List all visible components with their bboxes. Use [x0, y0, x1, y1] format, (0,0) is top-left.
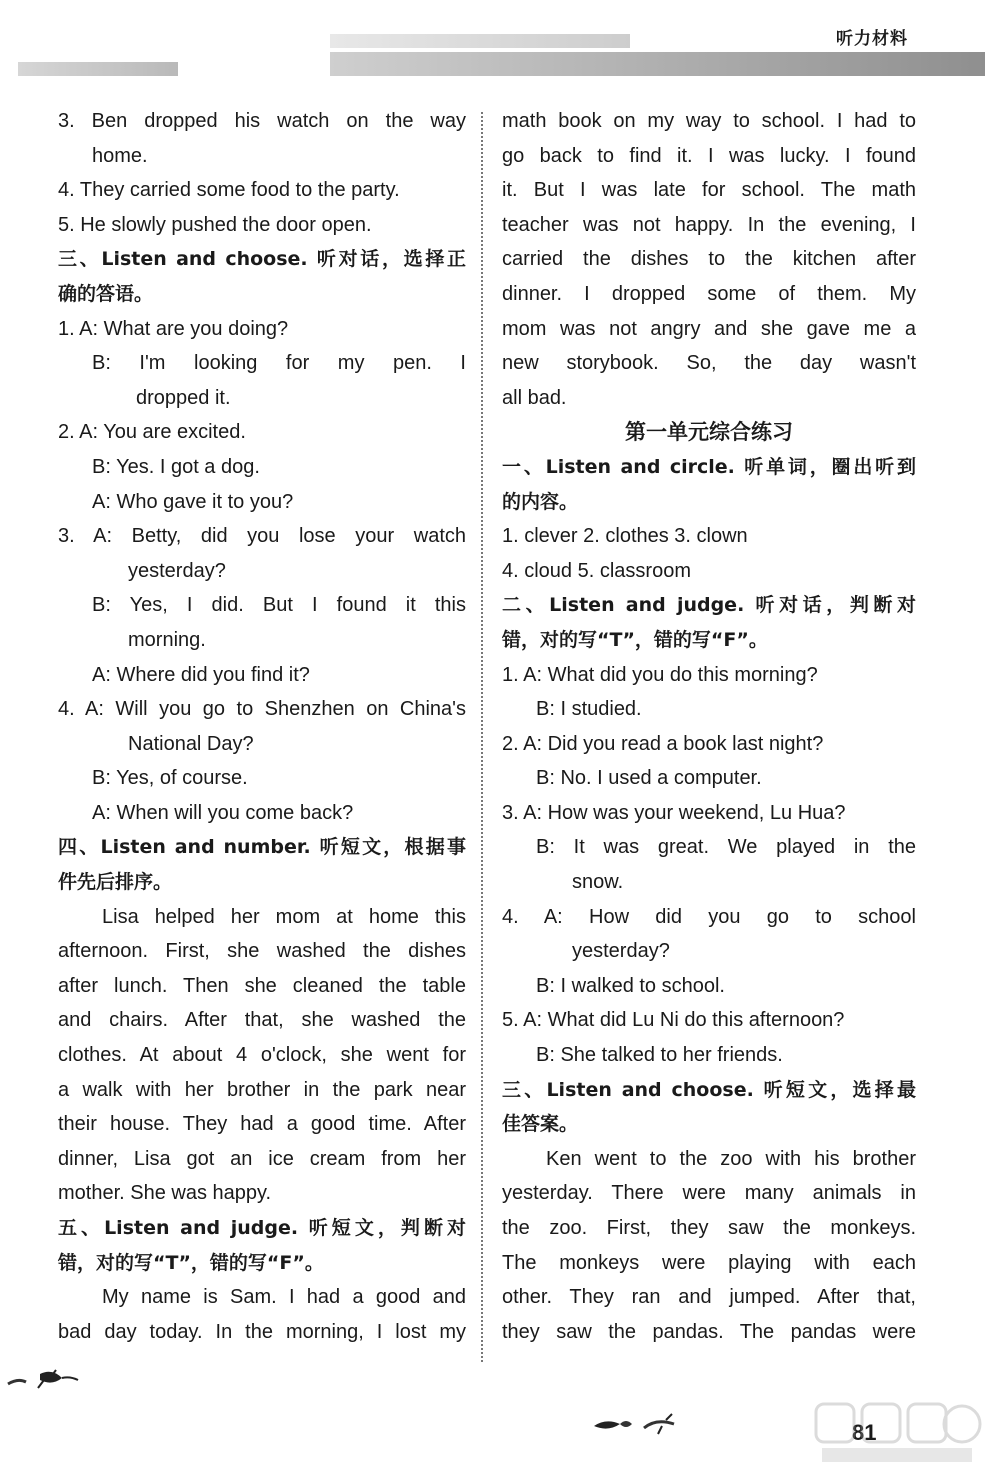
text-line: yesterday?: [572, 940, 670, 963]
text-line: carried the dishes to the kitchen after: [502, 248, 916, 271]
text-line: 错，对的写“T”，错的写“F”。: [502, 628, 768, 651]
text-line: mom was not angry and she gave me a: [502, 317, 916, 340]
text-line: after lunch. Then she cleaned the table: [58, 974, 466, 997]
text-line: Ken went to the zoo with his brother: [546, 1147, 916, 1170]
text-line: The monkeys were playing with each: [502, 1251, 916, 1274]
text-line: A: When will you come back?: [92, 801, 354, 824]
text-line: dinner, Lisa got an ice cream from her: [58, 1147, 466, 1170]
text-line: 3. A: Betty, did you lose your watch: [58, 525, 466, 548]
text-line: math book on my way to school. I had to: [502, 110, 916, 132]
text-line: B: No. I used a computer.: [536, 767, 762, 790]
text-line: 的内容。: [502, 490, 579, 513]
text-line: 确的答语。: [58, 282, 154, 305]
text-line: 三、Listen and choose. 听对话，选择正: [58, 248, 466, 271]
text-line: B: Yes, I did. But I found it this: [92, 594, 466, 617]
text-line: the zoo. First, they saw the monkeys.: [502, 1217, 916, 1239]
column-divider: [481, 112, 483, 1362]
text-line: snow.: [572, 871, 624, 894]
text-line: and chairs. After that, she washed the: [58, 1009, 466, 1032]
header-left-band: [18, 62, 178, 76]
text-line: 四、Listen and number. 听短文，根据事: [58, 836, 466, 859]
text-line: they saw the pandas. The pandas were: [502, 1320, 916, 1343]
page-header-title: 听力材料: [836, 29, 908, 49]
text-line: 第一单元综合练习: [625, 420, 793, 445]
text-line: A: Where did you find it?: [92, 663, 310, 686]
text-line: new storybook. So, the day wasn't: [502, 352, 916, 375]
text-line: teacher was not happy. In the evening, I: [502, 213, 916, 236]
text-line: B: I'm looking for my pen. I: [92, 352, 466, 375]
text-line: 二、Listen and judge. 听对话，判断对: [502, 594, 916, 617]
text-line: 3. Ben dropped his watch on the way: [58, 110, 466, 132]
text-line: go back to find it. I was lucky. I found: [502, 144, 916, 167]
text-line: 五、Listen and judge. 听短文，判断对: [58, 1217, 466, 1239]
text-line: all bad.: [502, 386, 567, 409]
header-band: [330, 52, 985, 76]
text-line: 件先后排序。: [58, 871, 173, 894]
text-line: other. They ran and jumped. After that,: [502, 1286, 916, 1309]
text-line: 三、Listen and choose. 听短文，选择最: [502, 1078, 916, 1101]
leaf-ornament-icon: [592, 1410, 682, 1440]
text-line: 2. A: Did you read a book last night?: [502, 732, 824, 755]
text-line: yesterday?: [128, 559, 226, 582]
text-line: a walk with her brother in the park near: [58, 1078, 466, 1101]
text-line: 4. A: How did you go to school: [502, 905, 916, 928]
text-line: it. But I was late for school. The math: [502, 179, 916, 202]
text-line: 4. A: Will you go to Shenzhen on China's: [58, 698, 466, 721]
watermark-logo: [812, 1400, 987, 1470]
text-line: mother. She was happy.: [58, 1182, 272, 1205]
text-line: bad day today. In the morning, I lost my: [58, 1320, 466, 1343]
text-line: 佳答案。: [502, 1113, 579, 1136]
text-line: A: Who gave it to you?: [92, 490, 294, 513]
text-line: 5. He slowly pushed the door open.: [58, 213, 372, 236]
text-line: yesterday. There were many animals in: [502, 1182, 916, 1205]
right-column: [502, 104, 916, 1349]
text-line: 1. A: What are you doing?: [58, 317, 289, 340]
text-line: B: Yes. I got a dog.: [92, 455, 260, 478]
header-decoration-top: [330, 34, 630, 48]
text-line: Lisa helped her mom at home this: [102, 905, 466, 928]
text-line: 一、Listen and circle. 听单词，圈出听到: [502, 455, 916, 478]
left-column: [58, 104, 466, 1349]
text-line: 2. A: You are excited.: [58, 421, 246, 444]
text-line: B: It was great. We played in the: [536, 836, 916, 859]
text-line: 3. A: How was your weekend, Lu Hua?: [502, 801, 846, 824]
text-line: B: I studied.: [536, 698, 642, 721]
text-line: My name is Sam. I had a good and: [102, 1286, 466, 1309]
text-line: B: She talked to her friends.: [536, 1044, 783, 1067]
text-line: 错，对的写“T”，错的写“F”。: [58, 1251, 324, 1274]
text-line: dinner. I dropped some of them. My: [502, 282, 916, 305]
text-line: afternoon. First, she washed the dishes: [58, 940, 466, 963]
text-line: B: Yes, of course.: [92, 767, 248, 790]
watermark-icon: [812, 1400, 987, 1470]
text-line: B: I walked to school.: [536, 974, 725, 997]
text-line: their house. They had a good time. After: [58, 1113, 466, 1136]
page-number: 81: [852, 1420, 877, 1445]
text-line: 1. clever 2. clothes 3. clown: [502, 525, 748, 548]
text-line: dropped it.: [136, 386, 231, 409]
text-line: National Day?: [128, 732, 254, 755]
text-line: 4. cloud 5. classroom: [502, 559, 691, 582]
text-line: clothes. At about 4 o'clock, she went for: [58, 1044, 466, 1067]
text-line: morning.: [128, 628, 206, 651]
leaf-ornament-icon: [4, 1366, 84, 1392]
text-line: 4. They carried some food to the party.: [58, 179, 400, 202]
text-line: 5. A: What did Lu Ni do this afternoon?: [502, 1009, 845, 1032]
text-line: 1. A: What did you do this morning?: [502, 663, 818, 686]
text-line: home.: [92, 144, 148, 167]
